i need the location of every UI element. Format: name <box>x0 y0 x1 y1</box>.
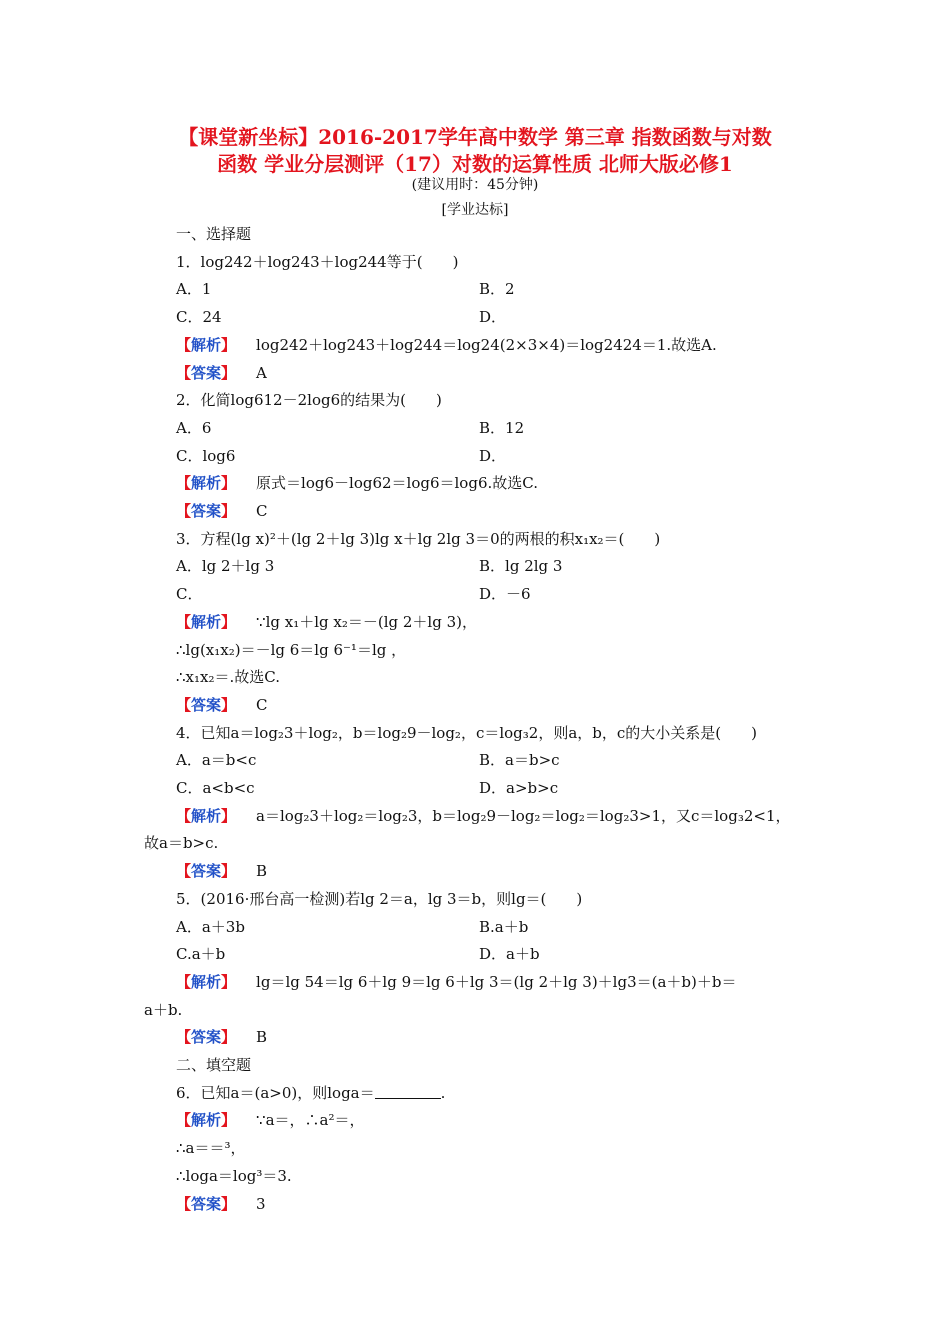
line-text: A．1 <box>176 280 212 298</box>
analysis-label: 【解析】 <box>176 1111 237 1129</box>
line-text: a＝log₂3＋log₂＝log₂3，b＝log₂9－log₂＝log₂＝log₂3>1，又c＝log₃2<1， <box>256 807 791 825</box>
line-text: 3 <box>256 1195 266 1213</box>
line-text: C．24 <box>176 308 222 326</box>
text-line <box>176 529 660 549</box>
text-line <box>176 750 256 770</box>
text-line <box>176 390 442 410</box>
line-text: A．6 <box>176 419 212 437</box>
answer-line <box>176 695 268 715</box>
analysis-label: 【解析】 <box>176 973 237 991</box>
option-right: B．a＝b>c <box>479 751 560 769</box>
analysis-label: 【解析】 <box>176 807 237 825</box>
option-right: D．a＋b <box>479 945 540 963</box>
answer-label: 【答案】 <box>176 502 237 520</box>
text-line <box>176 1055 251 1075</box>
text-line <box>144 833 218 853</box>
line-text: 原式＝log6－log62＝log6＝log6.故选C. <box>256 474 538 492</box>
line-text: A．a＝b<c <box>176 751 257 769</box>
option-right: B．12 <box>479 419 525 437</box>
answer-line <box>176 1194 266 1214</box>
text-line <box>176 889 582 909</box>
line-text: C <box>256 696 268 714</box>
line-text: ∴a＝＝³， <box>176 1139 246 1157</box>
line-text: 二、填空题 <box>176 1056 252 1074</box>
line-text: log242＋log243＋log244＝log24(2×3×4)＝log2424＝1.故选A. <box>256 336 717 354</box>
analysis-label: 【解析】 <box>176 336 237 354</box>
line-text: ∴loga＝log³＝3. <box>176 1167 292 1185</box>
answer-label: 【答案】 <box>176 1028 237 1046</box>
answer-line <box>176 363 267 383</box>
line-text: A．a＋3b <box>176 918 245 936</box>
option-right: D． <box>479 308 507 326</box>
option-right: D．－6 <box>479 585 531 603</box>
text-line <box>176 944 225 964</box>
text-line <box>176 917 245 937</box>
text-line <box>176 723 757 743</box>
line-text: 一、选择题 <box>176 225 252 243</box>
line-text: C.a＋b <box>176 945 226 963</box>
answer-label: 【答案】 <box>176 1195 237 1213</box>
text-line <box>176 778 255 798</box>
line-text: 3．方程(lg x)²＋(lg 2＋lg 3)lg x＋lg 2lg 3＝0的两根的积x₁x₂＝( ) <box>176 530 661 548</box>
text-line <box>176 640 406 660</box>
line-text: ∵lg x₁＋lg x₂＝－(lg 2＋lg 3)， <box>256 613 477 631</box>
line-text: C． <box>176 585 203 603</box>
analysis-line <box>176 335 717 355</box>
answer-label: 【答案】 <box>176 364 237 382</box>
option-right: D．a>b>c <box>479 779 559 797</box>
line-text: 4．已知a＝log₂3＋log₂，b＝log₂9－log₂，c＝log₃2，则a，b，c的大小关系是( ) <box>176 724 757 742</box>
line-text: C．log6 <box>176 447 236 465</box>
text-line <box>176 224 251 244</box>
line-text: B <box>256 862 268 880</box>
time-note: (建议用时：45分钟) <box>411 177 539 193</box>
line-text: A．lg 2＋lg 3 <box>176 557 275 575</box>
analysis-line <box>176 972 736 992</box>
line-text: C．a<b<c <box>176 779 255 797</box>
text-line <box>176 307 222 327</box>
text-line <box>144 1000 182 1020</box>
line-text: ∴x₁x₂＝.故选C. <box>176 668 280 686</box>
analysis-line <box>176 612 477 632</box>
line-text: 1．log242＋log243＋log244等于( ) <box>176 253 459 271</box>
answer-line <box>176 501 268 521</box>
line-text: 2．化简log612－2log6的结果为( ) <box>176 391 442 409</box>
text-line <box>176 1138 246 1158</box>
line-text: lg＝lg 54＝lg 6＋lg 9＝lg 6＋lg 3＝(lg 2＋lg 3)＋lg3＝(a＋b)＋b＝ <box>256 973 737 991</box>
text-line <box>176 418 211 438</box>
line-text: ∴lg(x₁x₂)＝－lg 6＝lg 6⁻¹＝lg ， <box>176 641 407 659</box>
line-text: B <box>256 1028 268 1046</box>
line-text: A <box>256 364 267 382</box>
answer-line <box>176 861 267 881</box>
answer-blank <box>375 1084 441 1099</box>
line-text: C <box>256 502 268 520</box>
text-line <box>176 1166 292 1186</box>
analysis-line <box>176 806 790 826</box>
analysis-label: 【解析】 <box>176 474 237 492</box>
text-line <box>176 446 235 466</box>
option-right: B．lg 2lg 3 <box>479 557 563 575</box>
document-title-line-2: 函数 学业分层测评（17）对数的运算性质 北师大版必修1 <box>217 152 733 176</box>
analysis-label: 【解析】 <box>176 613 237 631</box>
option-right: D． <box>479 447 507 465</box>
analysis-line <box>176 1110 365 1130</box>
line-text: ∵a＝，∴a²＝， <box>256 1111 365 1129</box>
text-line <box>176 556 274 576</box>
answer-label: 【答案】 <box>176 696 237 714</box>
option-right: B．2 <box>479 280 515 298</box>
section-tag: [学业达标] <box>441 202 509 218</box>
document-title-line-1: 【课堂新坐标】2016-2017学年高中数学 第三章 指数函数与对数 <box>178 125 772 149</box>
option-right: B.a＋b <box>479 918 529 936</box>
line-text: 5．(2016·邢台高一检测)若lg 2＝a，lg 3＝b，则lg＝( ) <box>176 890 583 908</box>
answer-line <box>176 1027 267 1047</box>
text-line <box>176 252 458 272</box>
analysis-line <box>176 473 538 493</box>
text-line <box>176 279 211 299</box>
text-line <box>176 584 202 604</box>
text-line <box>176 667 280 687</box>
line-text: 故a＝b>c. <box>144 834 219 852</box>
line-text: 6．已知a＝(a>0)，则loga＝ <box>176 1084 375 1102</box>
text-line: 6．已知a＝(a>0)，则loga＝ . <box>176 1084 446 1102</box>
answer-label: 【答案】 <box>176 862 237 880</box>
line-text: a＋b. <box>144 1001 183 1019</box>
